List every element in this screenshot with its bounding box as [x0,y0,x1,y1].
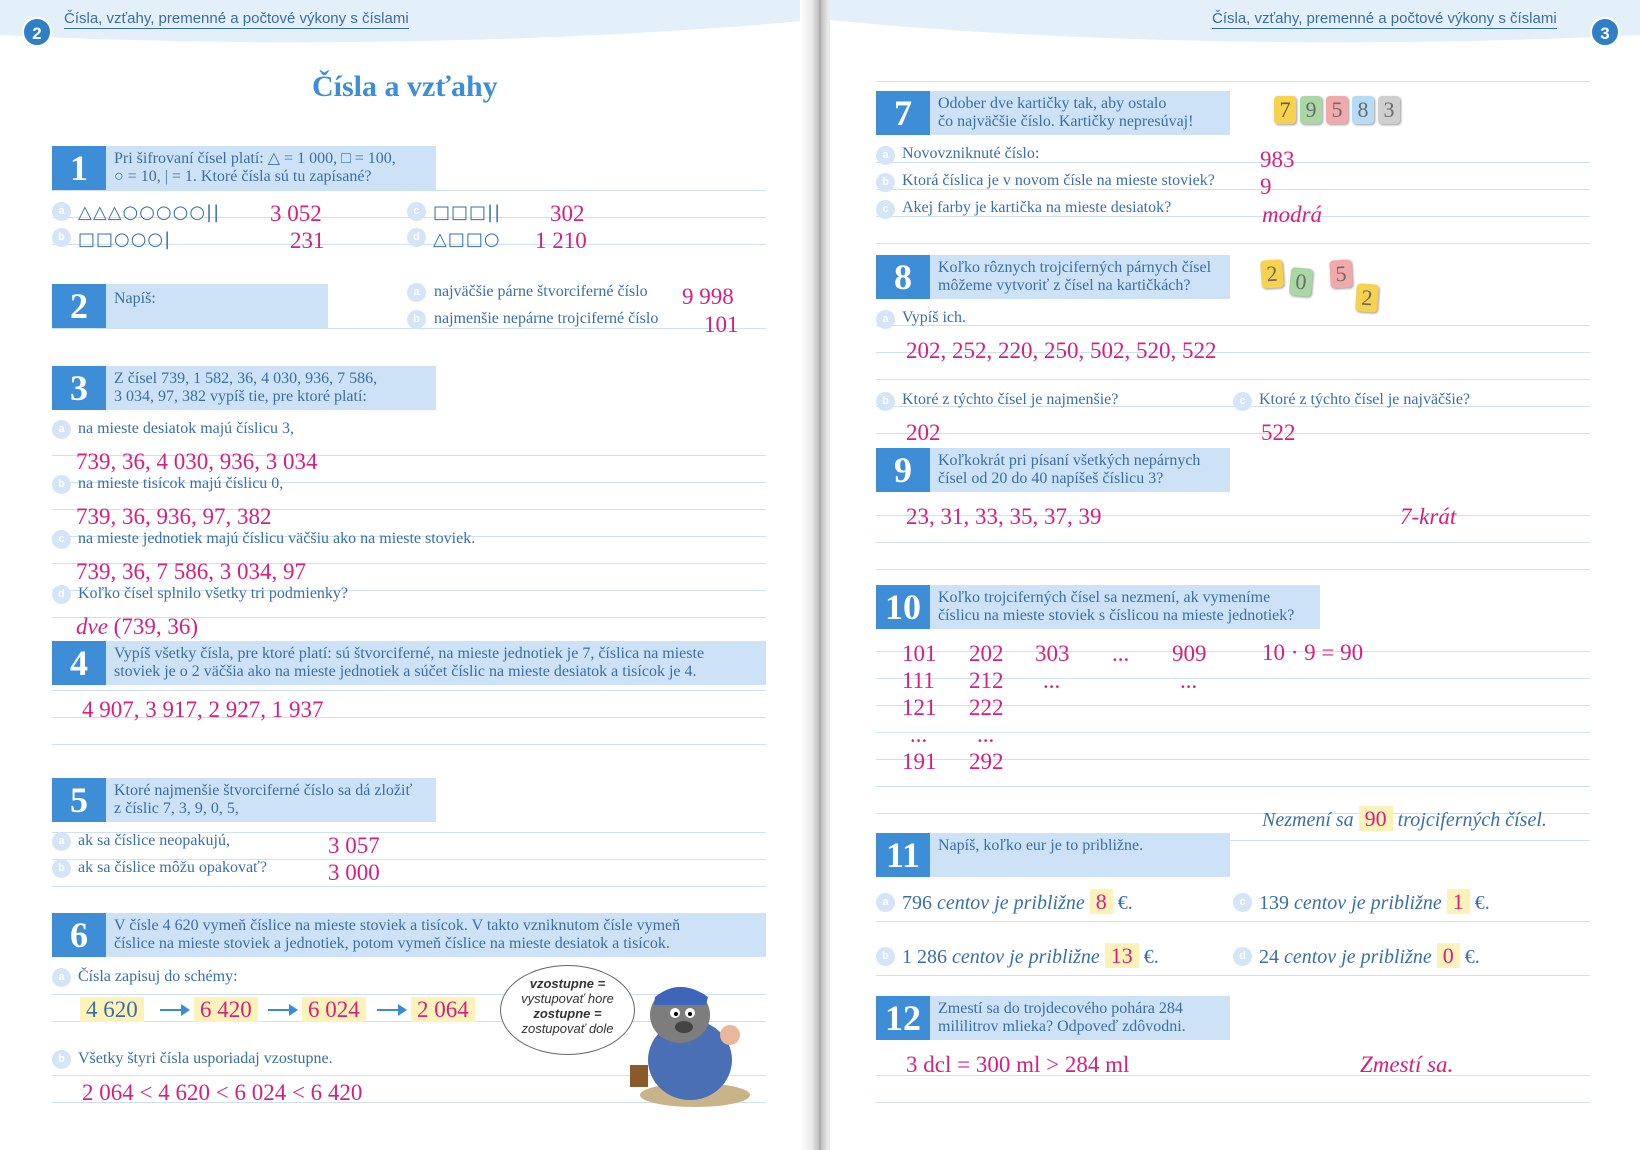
page-number: 2 [22,17,52,47]
scheme-step-2: 6 420 [194,997,258,1023]
exercise-11b: 1 286 centov je približne 13 €. [902,943,1159,968]
exercise-3b-text: na mieste tisícok majú číslicu 0, [78,475,284,492]
exercise-6-prompt: V čísle 4 620 vymeň číslice na mieste stoviek a tisícok. V takto vzniknutom čísle vymeň číslice na mieste stoviek a jednotiek, potom vymeň číslice na mieste desiatok a tisícok. [106,913,766,957]
answer-3d: dve (739, 36) [76,614,198,639]
card-red: 5 [1326,96,1348,124]
scheme-step-4: 2 064 [411,997,475,1023]
card-yellow: 2 [1355,283,1379,312]
bullet-a: a [876,146,895,165]
answer-5b: 3 000 [328,860,380,885]
bullet-a: a [52,968,71,987]
scheme-step-3: 6 024 [302,997,366,1023]
bullet-b: b [52,1050,71,1069]
exercise-11-prompt: Napíš, koľko eur je to približne. [930,833,1230,877]
answer-12: 3 dcl = 300 ml > 284 ml [906,1052,1130,1077]
answer-1a: 3 052 [270,201,322,226]
answer-7c: modrá [1262,202,1323,227]
exercise-7a-text: Novovzniknuté číslo: [902,145,1040,162]
bullet-d: d [1233,947,1252,966]
bullet-a: a [407,283,426,302]
bullet-a: a [876,893,895,912]
exercise-number-9: 9 [876,448,930,492]
exercise-5-prompt: Ktoré najmenšie štvorciferné číslo sa dá zložiť z číslic 7, 3, 9, 0, 5, [106,778,436,822]
bullet-a: a [52,202,71,221]
bullet-c: c [876,200,895,219]
exercise-number-2: 2 [52,284,106,328]
answer-2b: 101 [704,312,739,337]
exercise-8a-text: Vypíš ich. [902,309,966,326]
sentence-10: Nezmení sa 90 trojciferných čísel. [1262,806,1547,831]
right-page [830,0,1640,1150]
answer-1d: 1 210 [535,228,587,253]
card-gray: 3 [1378,96,1400,124]
exercise-11a: 796 centov je približne 8 €. [902,889,1133,914]
card-green: 0 [1289,267,1313,297]
card-red: 5 [1329,259,1352,288]
answer-5a: 3 057 [328,833,380,858]
page-title: Čísla a vzťahy [312,70,498,103]
answer-9: 23, 31, 33, 35, 37, 39 [906,504,1102,529]
bullet-c: c [52,530,71,549]
bullet-c: c [1233,392,1252,411]
exercise-3d-text: Koľko čísel splnilo všetky tri podmienky? [78,585,349,602]
answer-8a: 202, 252, 220, 250, 502, 520, 522 [906,338,1217,363]
answer-7b: 9 [1260,174,1272,199]
header-title: Čísla, vzťahy, premenné a počtové výkony s číslami [64,10,409,27]
exercise-3c-text: na mieste jednotiek majú číslicu väčšiu ako na mieste stoviek. [78,530,476,547]
answer-7a: 983 [1260,147,1295,172]
bullet-b: b [876,947,895,966]
column-hundreds-1: 101 111 121 ... 191 [902,641,937,774]
exercise-2a-text: najväčšie párne štvorciferné číslo [434,283,648,300]
answer-3c: 739, 36, 7 586, 3 034, 97 [76,559,306,584]
header-title: Čísla, vzťahy, premenné a počtové výkony s číslami [1212,10,1557,27]
page-number: 3 [1590,17,1620,47]
bullet-b: b [52,475,71,494]
card-yellow: 7 [1274,96,1296,124]
exercise-number-10: 10 [876,585,930,629]
mole-mascot-icon [620,975,770,1110]
arrow-icon [268,1009,296,1011]
speech-cloud: vzostupne = vystupovať hore zostupne = zostupovať dole [500,965,635,1055]
exercise-6a-text: Čísla zapisuj do schémy: [78,968,238,985]
answer-2a: 9 998 [682,284,734,309]
exercise-4-prompt: Vypíš všetky čísla, pre ktoré platí: sú štvorciferné, na mieste jednotiek je 7, číslica na mieste stoviek je o 2 väčšia ako na mieste jednotiek a súčet číslic na mieste desiatok a tisícok je 4. [106,641,766,685]
answer-8b: 202 [906,420,941,445]
exercise-11c: 139 centov je približne 1 €. [1259,889,1490,914]
exercise-number-1: 1 [52,146,106,190]
bullet-b: b [876,392,895,411]
header-wave [830,0,1640,60]
bullet-c: c [1233,893,1252,912]
column-hundreds-3: 303 ... [1035,641,1070,693]
exercise-8c-text: Ktoré z týchto čísel je najväčšie? [1259,391,1471,408]
bullet-a: a [876,310,895,329]
bullet-b: b [52,228,71,247]
exercise-number-4: 4 [52,641,106,685]
exercise-number-5: 5 [52,778,106,822]
exercise-number-12: 12 [876,996,930,1040]
header-wave [0,0,812,60]
exercise-7b-text: Ktorá číslica je v novom čísle na mieste stoviek? [902,172,1215,189]
exercise-10-prompt: Koľko trojciferných čísel sa nezmení, ak vymeníme číslicu na mieste stoviek s číslicou na mieste jednotiek? [930,585,1320,629]
exercise-5a-text: ak sa číslice neopakujú, [78,832,230,849]
answer-9-count: 7-krát [1400,504,1457,529]
answer-12-conclusion: Zmestí sa. [1360,1052,1454,1077]
exercise-2-prompt: Napíš: [106,284,328,328]
exercise-6b-text: Všetky štyri čísla usporiadaj vzostupne. [78,1050,333,1067]
bullet-d: d [407,228,426,247]
exercise-12-prompt: Zmestí sa do trojdecového pohára 284 mililitrov mlieka? Odpoveď zdôvodni. [930,996,1230,1040]
calc-10: 10 · 9 = 90 [1262,640,1364,665]
exercise-11d: 24 centov je približne 0 €. [1259,943,1480,968]
column-hundreds-2: 202 212 222 ... 292 [969,641,1004,774]
exercise-8b-text: Ktoré z týchto čísel je najmenšie? [902,391,1119,408]
symbols-c: □□□|| [433,202,502,223]
answer-1c: 302 [550,201,585,226]
scheme-step-1: 4 620 [80,997,144,1023]
arrow-icon [160,1009,188,1011]
answer-6b: 2 064 < 4 620 < 6 024 < 6 420 [82,1080,363,1105]
exercise-number-3: 3 [52,366,106,410]
exercise-5b-text: ak sa číslice môžu opakovať? [78,859,267,876]
column-ellipsis: ... [1112,641,1130,666]
bullet-b: b [407,310,426,329]
bullet-a: a [52,420,71,439]
answer-4: 4 907, 3 917, 2 927, 1 937 [82,697,324,722]
left-page [0,0,812,1150]
exercise-3a-text: na mieste desiatok majú číslicu 3, [78,420,294,437]
column-hundreds-9: 909 ... [1172,641,1207,693]
card-green: 9 [1300,96,1322,124]
exercise-3-prompt: Z čísel 739, 1 582, 36, 4 030, 936, 7 586, 3 034, 97, 382 vypíš tie, pre ktoré platí: [106,366,436,410]
exercise-number-11: 11 [876,833,930,877]
bullet-a: a [52,832,71,851]
exercise-7c-text: Akej farby je kartička na mieste desiatok? [902,199,1172,216]
answer-3b: 739, 36, 936, 97, 382 [76,504,272,529]
arrow-icon [377,1009,405,1011]
symbols-b: □□○○○| [78,229,172,250]
exercise-number-7: 7 [876,91,930,135]
answer-8c: 522 [1261,420,1296,445]
bullet-d: d [52,585,71,604]
exercise-number-8: 8 [876,255,930,299]
exercise-1-prompt: Pri šifrovaní čísel platí: △ = 1 000, □ = 100, ○ = 10, | = 1. Ktoré čísla sú tu zapísané? [106,146,436,190]
answer-3a: 739, 36, 4 030, 936, 3 034 [76,449,318,474]
symbols-a: △△△○○○○○|| [78,202,221,223]
symbols-d: △□□○ [433,229,501,250]
bullet-b: b [876,173,895,192]
bullet-c: c [407,202,426,221]
exercise-8-prompt: Koľko rôznych trojciferných párnych čísel môžeme vytvoriť z čísel na kartičkách? [930,255,1230,299]
exercise-9-prompt: Koľkokrát pri písaní všetkých nepárnych čísel od 20 do 40 napíšeš číslicu 3? [930,448,1230,492]
bullet-b: b [52,859,71,878]
answer-1b: 231 [290,228,325,253]
card-blue: 8 [1352,96,1374,124]
exercise-number-6: 6 [52,913,106,957]
card-yellow: 2 [1260,259,1284,288]
exercise-7-prompt: Odober dve kartičky tak, aby ostalo čo najväčšie číslo. Kartičky nepresúvaj! [930,91,1230,135]
exercise-2b-text: najmenšie nepárne trojciferné číslo [434,310,659,327]
